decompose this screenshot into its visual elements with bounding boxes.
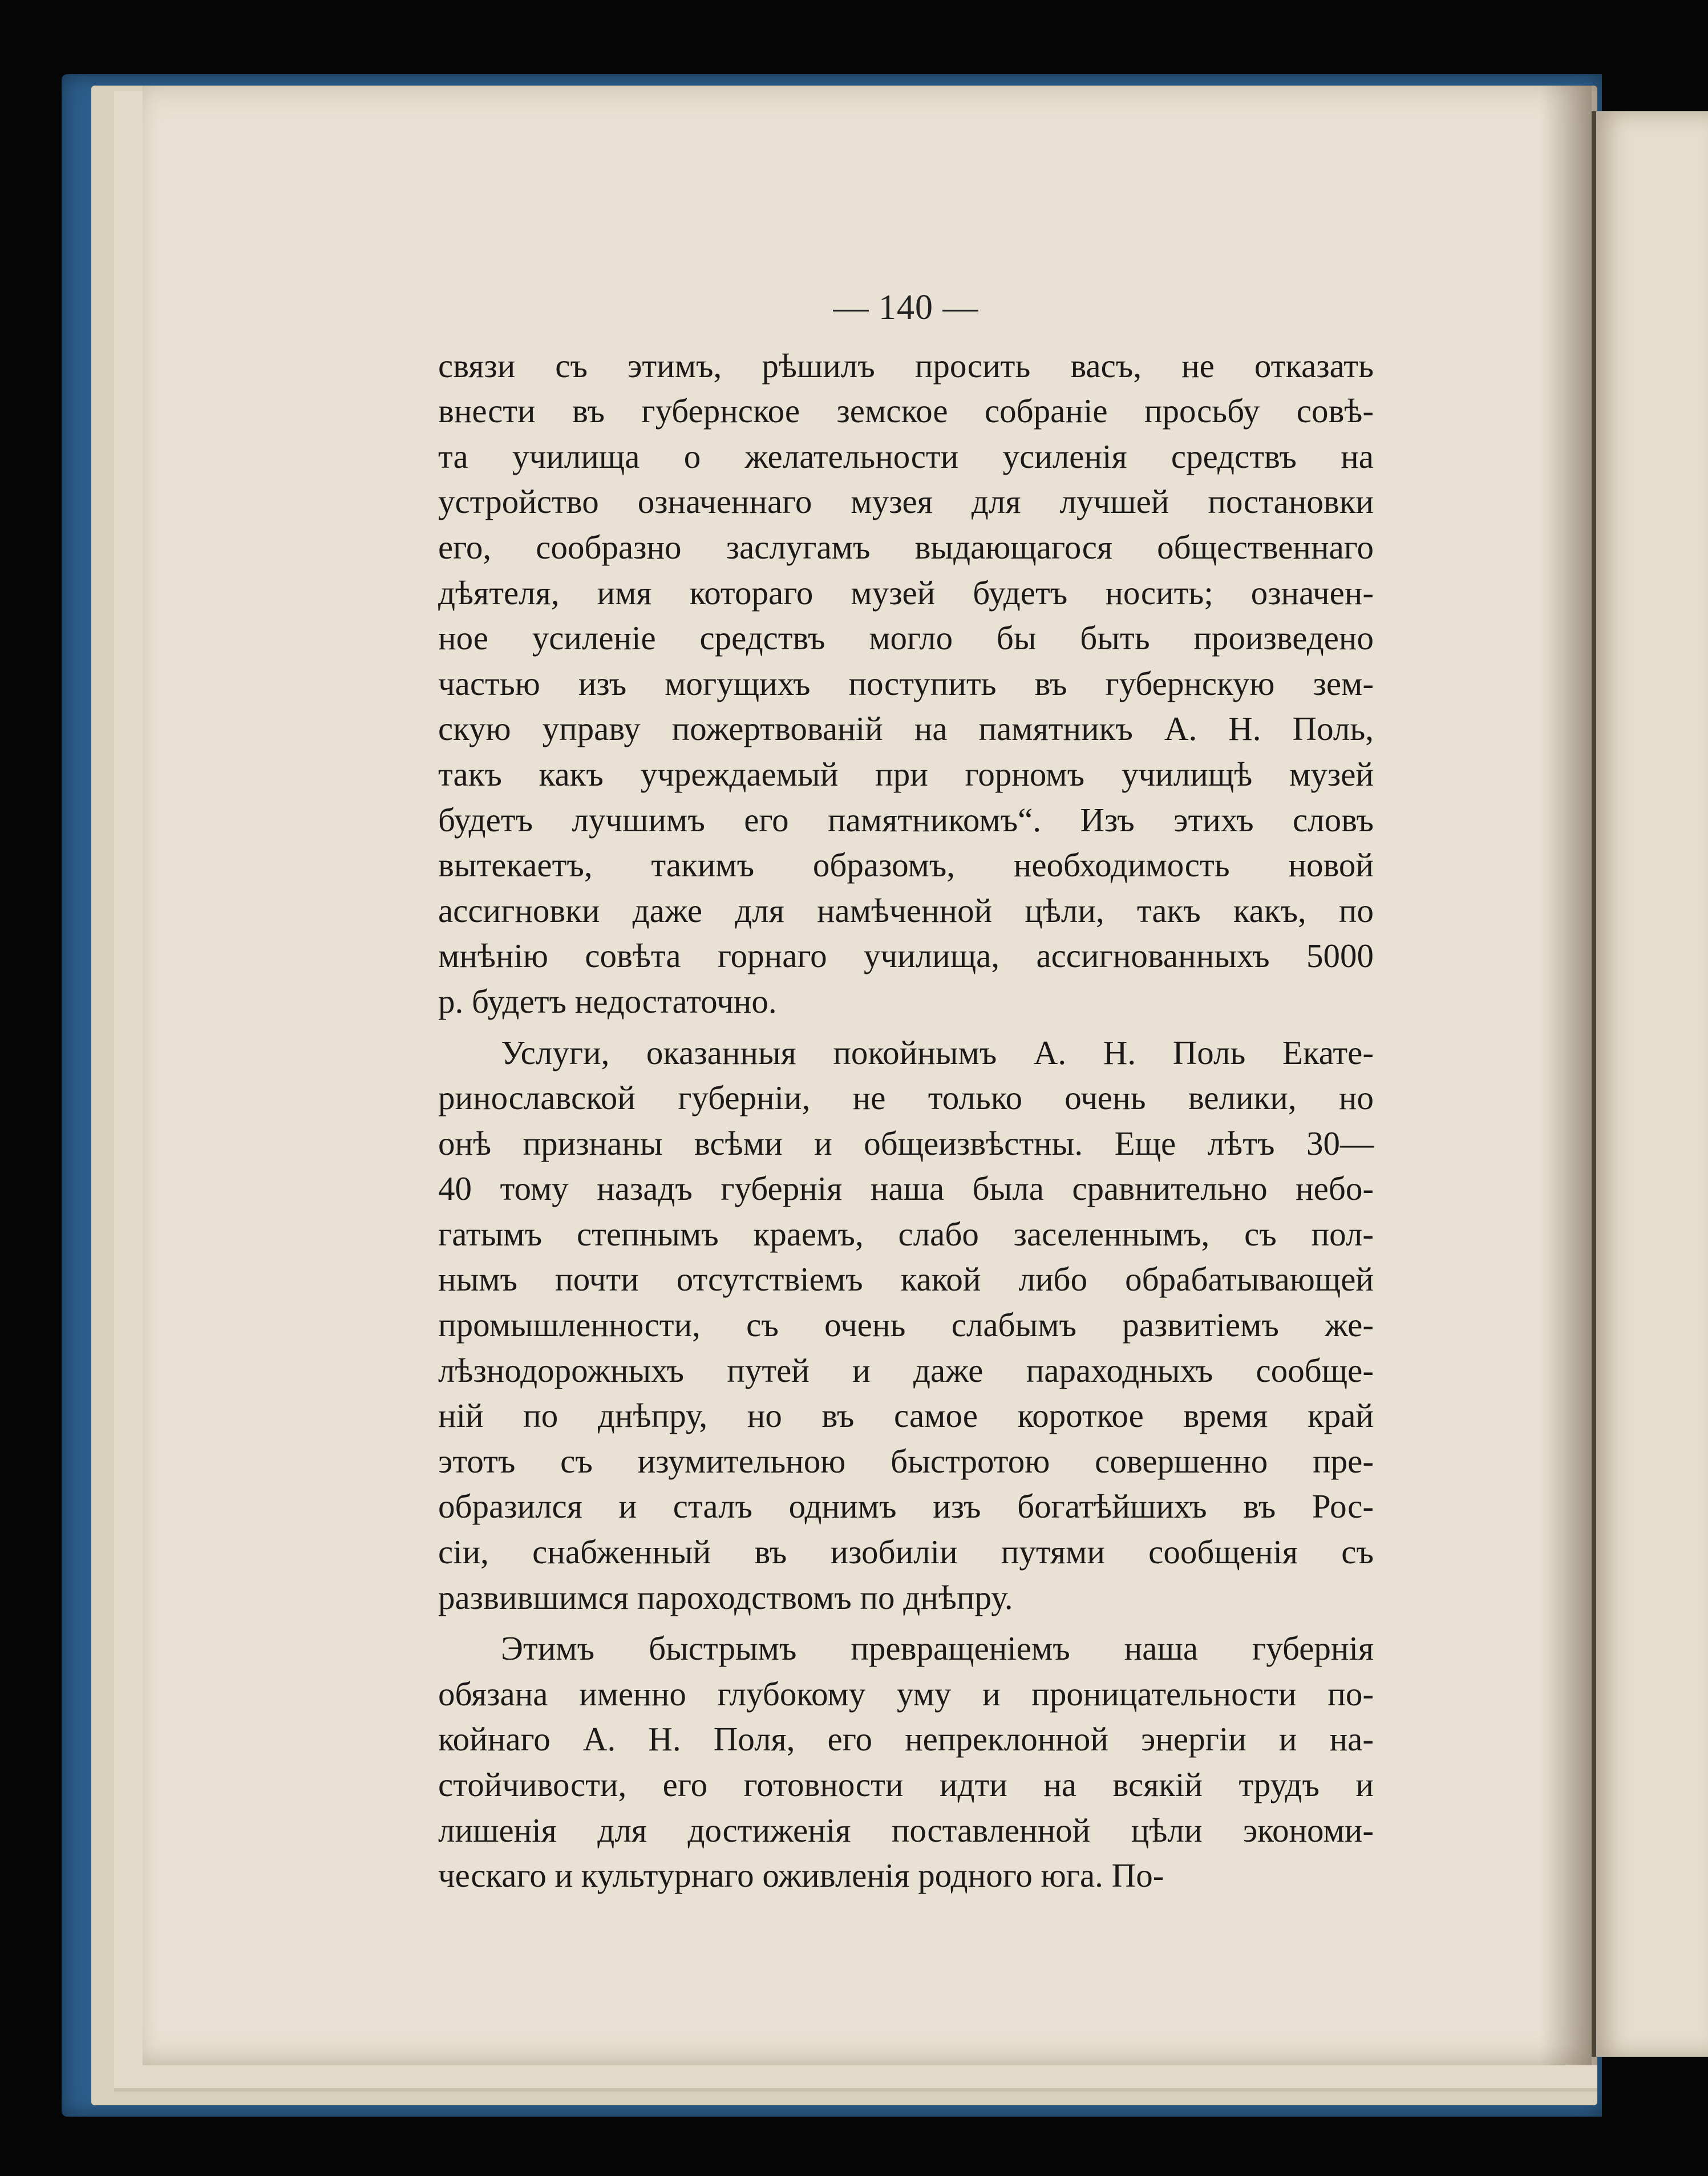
paragraph	[438, 1626, 1374, 1899]
text-line: стойчивости, его готовности идти на всякій трудъ и	[438, 1766, 1374, 1803]
text-line: онѣ признаны всѣми и общеизвѣстны. Еще лѣтъ 30—	[438, 1124, 1374, 1162]
text-line: койнаго А. Н. Поля, его непреклонной энергіи и на-	[438, 1720, 1374, 1758]
text-line: ное усиленіе средствъ могло бы быть произведено	[438, 619, 1374, 657]
text-line: мнѣнію совѣта горнаго училища, ассигнованныхъ 5000	[438, 937, 1374, 975]
text-line: скую управу пожертвованій на памятникъ А. Н. Поль,	[438, 710, 1374, 748]
text-line: вытекаетъ, такимъ образомъ, необходимость новой	[438, 846, 1374, 884]
text-line: ній по днѣпру, но въ самое короткое время край	[438, 1397, 1374, 1435]
text-line: образился и сталъ однимъ изъ богатѣйшихъ въ Рос-	[438, 1487, 1374, 1526]
text-line: частью изъ могущихъ поступить въ губернскую зем-	[438, 664, 1374, 702]
text-line: 40 тому назадъ губернія наша была сравнительно небо-	[438, 1170, 1374, 1208]
page-number: — 140 —	[833, 288, 979, 327]
text-line: Услуги, оказанныя покойнымъ А. Н. Поль Екате-	[501, 1033, 1374, 1071]
text-line: Этимъ быстрымъ превращеніемъ наша губернія	[501, 1629, 1374, 1668]
text-line: связи съ этимъ, рѣшилъ просить васъ, не отказать	[438, 346, 1374, 385]
text-line: его, сообразно заслугамъ выдающагося общественнаго	[438, 528, 1374, 566]
paragraphs	[438, 343, 1374, 1899]
text-line: ринославской губерніи, не только очень велики, но	[438, 1079, 1374, 1117]
text-line: р. будетъ недостаточно.	[438, 982, 777, 1020]
text-line: развившимся пароходствомъ по днѣпру.	[438, 1578, 1013, 1616]
text-line: устройство означеннаго музея для лучшей постановки	[438, 483, 1374, 521]
text-line: дѣятеля, имя котораго музей будетъ носить; означен-	[438, 573, 1374, 612]
text-line: ческаго и культурнаго оживленія родного юга. По-	[438, 1857, 1164, 1895]
facing-page-edge	[1592, 111, 1708, 2057]
text-line: такъ какъ учреждаемый при горномъ училищѣ музей	[438, 755, 1374, 793]
spine-shadow	[1540, 86, 1597, 2065]
text-line: ассигновки даже для намѣченной цѣли, такъ какъ, по	[438, 891, 1374, 929]
paragraph	[438, 343, 1374, 1025]
text-line: та училища о желательности усиленія средствъ на	[438, 437, 1374, 475]
page-text	[438, 285, 1374, 1899]
text-line: промышленности, съ очень слабымъ развитіемъ же-	[438, 1306, 1374, 1344]
text-line: нымъ почти отсутствіемъ какой либо обрабатывающей	[438, 1260, 1374, 1299]
text-line: лишенія для достиженія поставленной цѣли экономи-	[438, 1811, 1374, 1849]
text-line: обязана именно глубокому уму и проницательности по-	[438, 1675, 1374, 1713]
paragraph	[438, 1030, 1374, 1621]
text-line: гатымъ степнымъ краемъ, слабо заселеннымъ, съ пол-	[438, 1215, 1374, 1253]
text-line: сіи, снабженный въ изобиліи путями сообщенія съ	[438, 1533, 1374, 1571]
text-line: внести въ губернское земское собраніе просьбу совѣ-	[438, 392, 1374, 430]
text-line: лѣзнодорожныхъ путей и даже параходныхъ сообще-	[438, 1351, 1374, 1389]
text-line: этотъ съ изумительною быстротою совершенно пре-	[438, 1442, 1374, 1480]
text-line: будетъ лучшимъ его памятникомъ“. Изъ этихъ словъ	[438, 800, 1374, 839]
